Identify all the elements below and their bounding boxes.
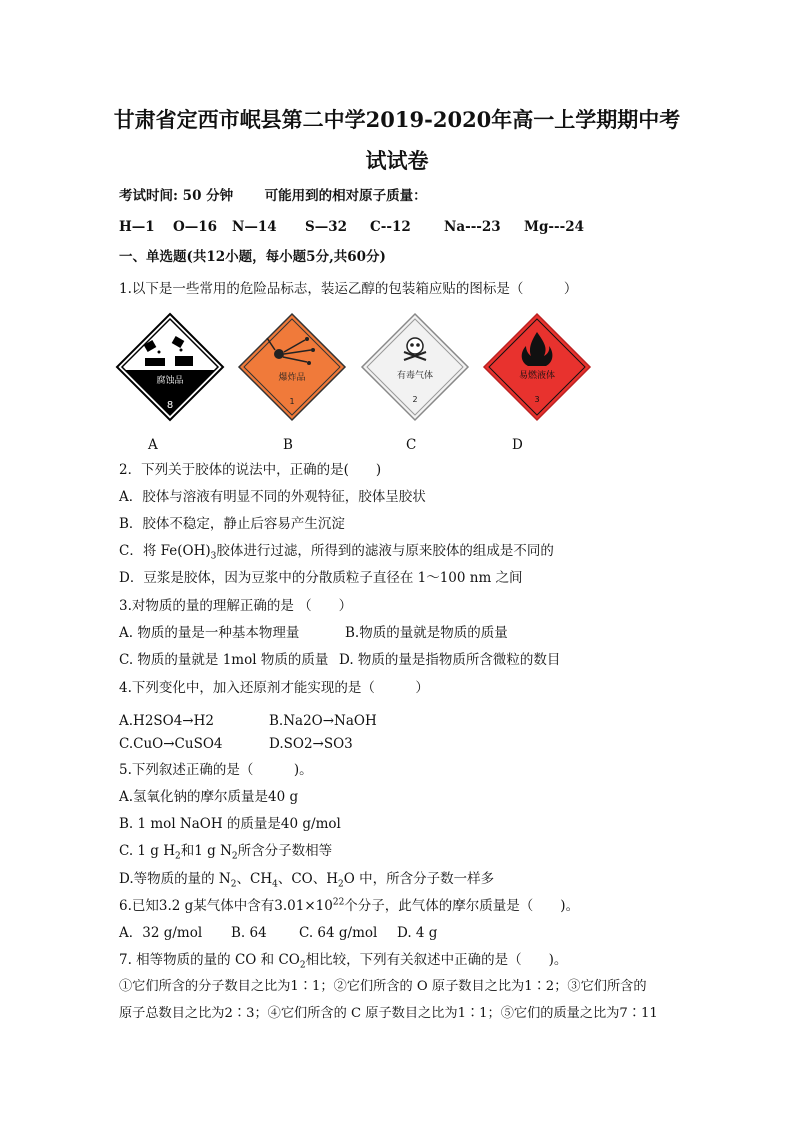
sign-flammable-liquid	[482, 312, 592, 422]
explosion-icon	[237, 312, 347, 422]
page-title-continued: 试试卷	[365, 148, 429, 173]
sign-c-number: 2	[412, 395, 418, 404]
question-4-option-c: C.CuO→CuSO4	[119, 736, 223, 752]
skull-icon	[360, 312, 470, 422]
question-2-option-c: C．将 $Fe(OH)_3$胶体进行过滤，所得到的滤液与原来胶体的组成是不同的	[119, 543, 554, 562]
sign-c-label: 有毒气体	[396, 371, 434, 381]
question-2-option-d: D．豆浆是胶体，因为豆浆中的分散质粒子直径在 1～100 nm 之间	[119, 570, 523, 586]
mass-h: H—1	[119, 219, 155, 235]
sign-corrosive	[115, 312, 225, 422]
option-a-letter: A	[148, 437, 158, 453]
mass-o: O—16	[173, 219, 218, 235]
question-5-option-c: C. 1 g $H_2$和1 g $N_2$所含分子数相等	[119, 843, 333, 862]
option-b-letter: B	[283, 437, 293, 453]
question-5-option-d: D.等物质的量的 $N_2$、$CH_4$、CO、$H_2O$ 中，所含分子数一样多	[119, 871, 495, 890]
sign-b-number: 1	[289, 397, 295, 406]
sign-a-number: 8	[166, 400, 174, 411]
page-title: 甘肃省定西市岷县第二中学2019-2020年高一上学期期中考	[113, 107, 681, 132]
question-4-stem: 4.下列变化中，加入还原剂才能实现的是（ ）	[119, 680, 429, 696]
option-c-letter: C	[406, 437, 417, 453]
question-6-option-c: C. 64 g/mol	[299, 925, 378, 941]
question-3-option-c: C. 物质的量就是 1mol 物质的质量	[119, 652, 329, 668]
question-6-option-d: D. 4 g	[397, 925, 438, 941]
corrosive-icon	[115, 312, 225, 422]
exam-info	[119, 187, 427, 205]
mass-c: C--12	[370, 219, 411, 235]
exam-time: 考试时间: 50 分钟	[119, 188, 234, 204]
question-6-option-b: B. 64	[231, 925, 267, 941]
sign-b-label: 爆炸品	[278, 373, 306, 383]
mass-n: N—14	[232, 219, 277, 235]
question-5-option-b: B. 1 mol NaOH 的质量是40 g/mol	[119, 816, 341, 832]
mass-na: Na---23	[444, 219, 501, 235]
flame-icon	[482, 312, 592, 422]
question-3-option-b: B.物质的量就是物质的质量	[345, 625, 508, 641]
question-4-option-b: B.Na2O→NaOH	[269, 713, 377, 729]
question-4-option-d: D.SO2→SO3	[269, 736, 353, 752]
question-2-stem: 2．下列关于胶体的说法中，正确的是( )	[119, 462, 382, 478]
question-7-statements-1: ①它们所含的分子数目之比为1∶1；②它们所含的 O 原子数目之比为1∶2；③它们所含的	[119, 979, 647, 994]
question-7-statements-2: 原子总数目之比为2∶3；④它们所含的 C 原子数目之比为1∶1；⑤它们的质量之比为7∶11	[119, 1006, 658, 1021]
question-1-stem: 1.以下是一些常用的危险品标志，装运乙醇的包装箱应贴的图标是（ ）	[119, 281, 578, 297]
section-heading: 一、单选题(共12小题，每小题5分,共60分)	[119, 249, 386, 265]
question-5-stem: 5.下列叙述正确的是（ )。	[119, 762, 313, 778]
question-6-option-a: A．32 g/mol	[119, 925, 203, 941]
question-3-option-d: D. 物质的量是指物质所含微粒的数目	[339, 652, 561, 668]
question-6-stem: 6.已知3.2 g某气体中含有$3.01\times 10^{22}$个分子，此气体的摩尔质量是（ )。	[119, 897, 580, 914]
question-2-option-a: A．胶体与溶液有明显不同的外观特征，胶体呈胶状	[119, 489, 426, 505]
option-d-letter: D	[512, 437, 523, 453]
sign-toxic-gas	[360, 312, 470, 422]
mass-mg: Mg---24	[524, 219, 584, 235]
question-3-option-a: A. 物质的量是一种基本物理量	[119, 625, 300, 641]
sign-explosive	[237, 312, 347, 422]
question-7-stem: 7. 相等物质的量的 CO 和 $CO_2$相比较，下列有关叙述中正确的是（ )。	[119, 952, 568, 971]
sign-d-number: 3	[534, 395, 540, 404]
hazard-signs	[115, 312, 595, 422]
question-3-stem: 3.对物质的量的理解正确的是 （ ）	[119, 598, 353, 614]
sign-d-label: 易燃液体	[518, 371, 556, 381]
sign-a-label: 腐蚀品	[156, 376, 184, 386]
mass-s: S—32	[305, 219, 348, 235]
question-4-option-a: A.H2SO4→H2	[119, 713, 214, 729]
question-2-option-b: B．胶体不稳定，静止后容易产生沉淀	[119, 516, 345, 532]
atomic-mass-label: 可能用到的相对原子质量：	[264, 188, 427, 204]
question-5-option-a: A.氢氧化钠的摩尔质量是40 g	[119, 789, 299, 805]
